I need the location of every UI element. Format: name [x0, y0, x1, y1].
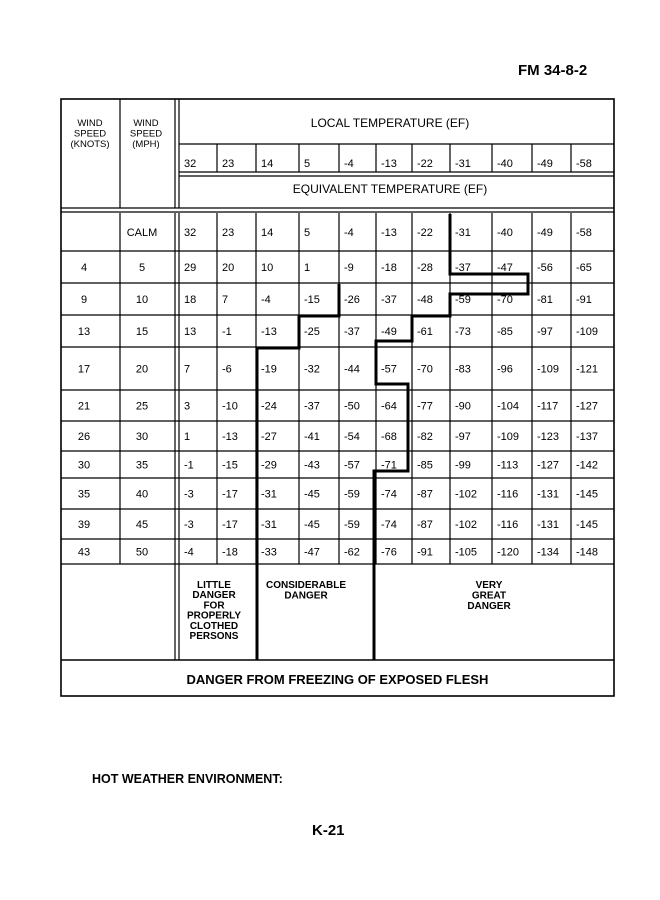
equivalent-temp-value: -65: [576, 262, 592, 274]
equivalent-temp-value: 7: [184, 363, 191, 376]
local-temp-value: 23: [222, 158, 235, 170]
wind-mph-value: 15: [135, 326, 149, 338]
equivalent-temp-value: -109: [537, 363, 560, 376]
equivalent-temp-value: -82: [417, 431, 433, 443]
equivalent-temp-value: -56: [537, 262, 553, 274]
equivalent-temp-value: -19: [261, 363, 277, 376]
equivalent-temp-value: -123: [537, 431, 560, 443]
equivalent-temp-value: -131: [537, 488, 560, 501]
equivalent-temp-value: -96: [497, 363, 513, 376]
equivalent-temp-value: -22: [417, 227, 433, 239]
equivalent-temp-value: -18: [381, 262, 397, 274]
equivalent-temp-value: -47: [304, 546, 320, 559]
wind-mph-value: 30: [135, 431, 149, 443]
equivalent-temp-value: 3: [184, 400, 191, 413]
local-temp-value: 5: [304, 158, 311, 170]
equivalent-temp-value: -87: [417, 488, 433, 501]
equivalent-temp-value: -57: [344, 459, 360, 472]
equivalent-temp-value: -77: [417, 400, 433, 413]
equivalent-temp-value: -73: [455, 326, 471, 338]
equivalent-temp-value: -85: [497, 326, 513, 338]
equivalent-temp-value: -137: [576, 431, 599, 443]
equivalent-temp-value: -3: [184, 519, 194, 531]
equivalent-temp-value: -1: [184, 459, 194, 472]
equivalent-temp-value: -25: [304, 326, 320, 338]
equivalent-temp-value: -121: [576, 363, 599, 376]
equivalent-temp-value: -116: [497, 519, 519, 531]
header-mph-label: (MPH): [132, 139, 160, 150]
wind-mph-value: 25: [135, 400, 149, 413]
footer-title: DANGER FROM FREEZING OF EXPOSED FLESH: [186, 672, 489, 687]
equivalent-temp-value: 1: [184, 431, 191, 443]
equivalent-temp-value: -102: [455, 519, 478, 531]
header-knots-label: WIND: [77, 118, 103, 129]
equivalent-temp-value: 13: [184, 326, 197, 338]
equivalent-temp-value: -17: [222, 488, 238, 501]
wind-mph-value: 10: [135, 294, 149, 306]
equivalent-temp-value: -31: [261, 519, 277, 531]
equivalent-temp-value: -99: [455, 459, 471, 472]
equivalent-temp-value: -102: [455, 488, 478, 501]
equivalent-temp-value: -83: [455, 363, 471, 376]
equivalent-temp-value: -97: [537, 326, 553, 338]
equivalent-temp-value: 20: [222, 262, 235, 274]
wind-mph-value: 50: [135, 546, 149, 559]
equivalent-temp-value: -26: [344, 294, 360, 306]
equivalent-temp-value: -1: [222, 326, 232, 338]
equivalent-temp-value: 1: [304, 262, 311, 274]
equivalent-temp-value: -74: [381, 488, 397, 501]
wind-mph-value: 35: [135, 459, 149, 472]
local-temperature-title: LOCAL TEMPERATURE (EF): [310, 116, 470, 130]
page-number: K-21: [312, 822, 345, 839]
equivalent-temp-value: -127: [537, 459, 560, 472]
equivalent-temp-value: -59: [344, 488, 360, 501]
local-temp-value: 32: [184, 158, 197, 170]
equivalent-temp-value: -70: [497, 294, 513, 306]
equivalent-temp-value: -45: [304, 488, 320, 501]
equivalent-temp-value: -109: [497, 431, 520, 443]
little-danger-label: FOR: [203, 600, 225, 612]
considerable-danger-label: DANGER: [284, 590, 328, 602]
very-great-danger-label: VERY: [475, 580, 503, 591]
wind-mph-value: 45: [135, 519, 149, 531]
equivalent-temp-value: -32: [304, 363, 320, 376]
equivalent-temp-value: 18: [184, 294, 197, 306]
equivalent-temp-value: -48: [417, 294, 433, 306]
equivalent-temp-value: -45: [304, 519, 320, 531]
header-knots-label: (KNOTS): [70, 139, 110, 150]
equivalent-temp-value: -50: [344, 400, 360, 413]
equivalent-temp-value: -37: [455, 262, 471, 274]
equivalent-temp-value: -71: [381, 459, 397, 472]
calm-label: CALM: [126, 227, 158, 239]
equivalent-temp-value: -91: [417, 546, 433, 559]
equivalent-temp-value: 10: [261, 262, 274, 274]
equivalent-temp-value: 29: [184, 262, 197, 274]
equivalent-temp-value: -3: [184, 488, 194, 501]
equivalent-temp-value: -13: [222, 431, 238, 443]
equivalent-temp-value: -61: [417, 326, 433, 338]
wind-knots-value: 43: [77, 546, 91, 559]
wind-knots-value: 4: [80, 262, 88, 274]
equivalent-temp-value: -113: [497, 459, 519, 472]
equivalent-temp-value: 7: [222, 294, 229, 306]
local-temp-value: -4: [344, 158, 354, 170]
equivalent-temp-value: -109: [576, 326, 599, 338]
equivalent-temp-value: -24: [261, 400, 277, 413]
equivalent-temp-value: -13: [261, 326, 277, 338]
equivalent-temp-value: -41: [304, 431, 320, 443]
equivalent-temp-value: 14: [261, 227, 274, 239]
equivalent-temp-value: -105: [455, 546, 478, 559]
wind-mph-value: 20: [135, 363, 149, 376]
equivalent-temp-value: -33: [261, 546, 277, 559]
wind-knots-value: 35: [77, 488, 91, 501]
section-heading: HOT WEATHER ENVIRONMENT:: [92, 772, 283, 786]
equivalent-temp-value: -104: [497, 400, 520, 413]
equivalent-temp-value: -4: [184, 546, 194, 559]
equivalent-temp-value: -87: [417, 519, 433, 531]
equivalent-temp-value: -59: [344, 519, 360, 531]
little-danger-label: PERSONS: [189, 631, 239, 642]
local-temp-value: 14: [261, 158, 274, 170]
equivalent-temp-value: -81: [537, 294, 553, 306]
little-danger-label: CLOTHED: [189, 620, 239, 632]
wind-knots-value: 30: [77, 459, 91, 472]
equivalent-temp-value: -57: [381, 363, 397, 376]
equivalent-temp-value: -91: [576, 294, 592, 306]
equivalent-temp-value: -74: [381, 519, 397, 531]
equivalent-temp-value: -148: [576, 546, 599, 559]
very-great-danger-label: GREAT: [471, 590, 507, 602]
wind-knots-value: 26: [77, 431, 91, 443]
equivalent-temp-value: -59: [455, 294, 471, 306]
wind-knots-value: 21: [77, 400, 91, 413]
wind-knots-value: 17: [77, 363, 91, 376]
local-temp-value: -22: [417, 158, 433, 170]
equivalent-temp-value: -44: [344, 363, 360, 376]
equivalent-temp-value: 5: [304, 227, 311, 239]
danger-boundary-little: [257, 284, 339, 660]
equivalent-temp-value: -29: [261, 459, 277, 472]
equivalent-temp-value: -40: [497, 227, 513, 239]
header-mph-label: SPEED: [129, 128, 163, 140]
equivalent-temp-value: -54: [344, 431, 360, 443]
equivalent-temp-value: -6: [222, 363, 232, 376]
equivalent-temp-value: -47: [497, 262, 513, 274]
equivalent-temp-value: -76: [381, 546, 397, 559]
equivalent-temp-value: -120: [497, 546, 520, 559]
header-mph-label: WIND: [133, 118, 159, 129]
equivalent-temp-value: -68: [381, 431, 397, 443]
equivalent-temp-value: -17: [222, 519, 238, 531]
equivalent-temp-value: 32: [184, 227, 197, 239]
header-knots-label: SPEED: [73, 128, 107, 140]
equivalent-temp-value: -70: [417, 363, 433, 376]
wind-knots-value: 9: [80, 294, 88, 306]
equivalent-temp-value: -85: [417, 459, 433, 472]
little-danger-label: PROPERLY: [186, 610, 242, 622]
equivalent-temp-value: -49: [537, 227, 553, 239]
equivalent-temp-value: -4: [261, 294, 271, 306]
equivalent-temp-value: -37: [381, 294, 397, 306]
equivalent-temp-value: 23: [222, 227, 235, 239]
wind-mph-value: 5: [138, 262, 146, 274]
equivalent-temp-value: -28: [417, 262, 433, 274]
equivalent-temp-value: -10: [222, 400, 238, 413]
equivalent-temp-value: -37: [304, 400, 320, 413]
equivalent-temp-value: -31: [455, 227, 471, 239]
equivalent-temp-value: -117: [537, 400, 559, 413]
document-id: FM 34-8-2: [518, 62, 588, 79]
equivalent-temp-value: -13: [381, 227, 397, 239]
wind-knots-value: 13: [77, 326, 91, 338]
wind-mph-value: 40: [135, 488, 149, 501]
local-temp-value: -58: [576, 158, 592, 170]
equivalent-temp-value: -145: [576, 488, 599, 501]
equivalent-temp-value: -64: [381, 400, 397, 413]
wind-knots-value: 39: [77, 519, 91, 531]
equivalent-temp-value: -43: [304, 459, 320, 472]
equivalent-temp-value: -9: [344, 262, 354, 274]
little-danger-label: DANGER: [192, 590, 236, 602]
very-great-danger-label: DANGER: [467, 601, 511, 612]
equivalent-temp-value: -4: [344, 227, 354, 239]
local-temp-value: -31: [455, 158, 471, 170]
equivalent-temp-value: -58: [576, 227, 592, 239]
equivalent-temp-value: -18: [222, 546, 238, 559]
equivalent-temp-value: -37: [344, 326, 360, 338]
equivalent-temp-value: -145: [576, 519, 599, 531]
equivalent-temperature-title: EQUIVALENT TEMPERATURE (EF): [292, 182, 488, 196]
considerable-danger-label: CONSIDERABLE: [265, 580, 347, 591]
equivalent-temp-value: -15: [304, 294, 320, 306]
little-danger-label: LITTLE: [197, 580, 231, 591]
equivalent-temp-value: -142: [576, 459, 599, 472]
equivalent-temp-value: -62: [344, 546, 360, 559]
equivalent-temp-value: -49: [381, 326, 397, 338]
equivalent-temp-value: -90: [455, 400, 471, 413]
equivalent-temp-value: -15: [222, 459, 238, 472]
local-temp-value: -13: [381, 158, 397, 170]
equivalent-temp-value: -31: [261, 488, 277, 501]
equivalent-temp-value: -131: [537, 519, 560, 531]
equivalent-temp-value: -27: [261, 431, 277, 443]
local-temp-value: -49: [537, 158, 553, 170]
equivalent-temp-value: -134: [537, 546, 560, 559]
equivalent-temp-value: -116: [497, 488, 519, 501]
equivalent-temp-value: -127: [576, 400, 599, 413]
equivalent-temp-value: -97: [455, 431, 471, 443]
local-temp-value: -40: [497, 158, 513, 170]
